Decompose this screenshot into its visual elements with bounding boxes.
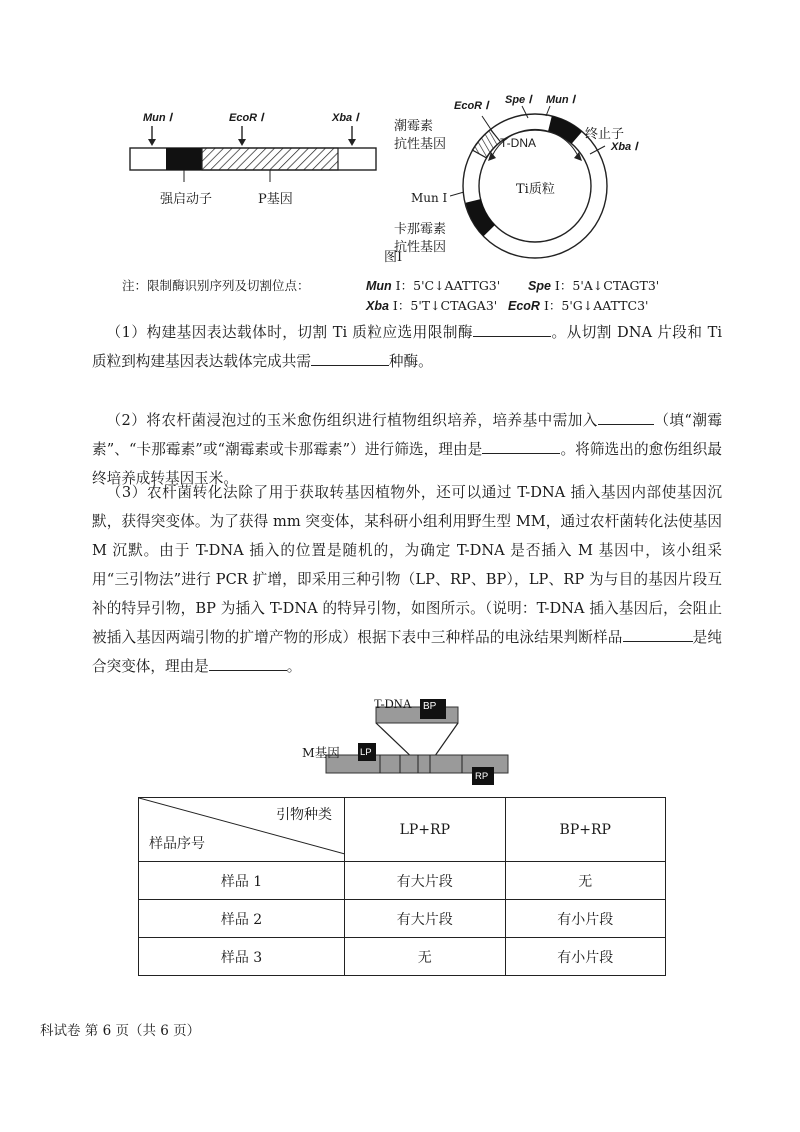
- column-header: BP+RP: [505, 798, 665, 862]
- header-primer-type: 引物种类: [276, 807, 333, 823]
- note-ecor-name: EcoR: [508, 299, 540, 313]
- results-table: [138, 797, 666, 976]
- figure-1-caption: 图Ⅰ: [384, 250, 403, 265]
- mun-label-plasmid-top: Mun Ⅰ: [546, 94, 575, 106]
- q3-text-a: （3）农杆菌转化法除了用于获取转基因植物外，还可以通过 T-DNA 插入基因内部使基因沉默，获得突变体。为了获得 mm 突变体，某科研小组利用野生型 MM，通过农杆菌转化法使基因 M 沉默。由于 T-DNA 插入的位置是随机的，为确定 T-DNA 是否插入 M 基因中，该小组采用“三引物法”进行 PCR 扩增，即采用三种引物（LP、RP、BP），LP、RP 为与目的基因片段互补的特异引物，BP 为插入 T-DNA 的特异引物，如图所示。（说明：T-DNA 插入基因后，会阻止被插入基因两端引物的扩增产物的形成）根据下表中三种样品的电泳结果判断样品: [92, 484, 722, 646]
- mun-label-plasmid-left: Mun Ⅰ: [411, 191, 448, 205]
- xba-arrow-icon: [348, 126, 356, 146]
- table-row: [139, 900, 666, 938]
- terminator-label: 终止子: [585, 127, 625, 142]
- promoter-block: [166, 148, 202, 170]
- linear-fragment-diagram: [120, 124, 390, 184]
- page-footer: 科试卷 第 6 页（共 6 页）: [40, 1023, 201, 1039]
- hyg-label-1: 潮霉素: [394, 119, 434, 134]
- xba-label-linear: Xba Ⅰ: [332, 112, 359, 124]
- kan-label-2: 抗性基因: [394, 240, 447, 255]
- header-sample-no: 样品序号: [149, 836, 205, 852]
- note-spe-name: Spe: [528, 279, 551, 293]
- q3-blank-2[interactable]: [209, 655, 287, 671]
- ecor-label-plasmid: EcoR Ⅰ: [454, 100, 489, 112]
- m-gene-label: M基因: [302, 745, 340, 760]
- bp-label: BP: [423, 701, 437, 712]
- p-gene-label: P基因: [258, 192, 293, 207]
- lp-label: LP: [360, 747, 372, 758]
- q1-blank-1[interactable]: [473, 321, 551, 337]
- lp-rp-cell: 有大片段: [345, 900, 505, 938]
- spe-label-plasmid: Spe Ⅰ: [505, 94, 532, 106]
- bp-rp-cell: 有小片段: [505, 900, 665, 938]
- note-spe-seq: Ⅰ：5'A↓CTAGT3': [554, 278, 660, 293]
- q2-blank-2[interactable]: [482, 438, 560, 454]
- q3-blank-1[interactable]: [623, 626, 693, 642]
- question-3: [92, 478, 722, 681]
- note-mun-seq: Ⅰ：5'C↓AATTG3': [395, 278, 501, 293]
- xba-label-plasmid: Xba Ⅰ: [611, 141, 638, 153]
- sample-cell: 样品 2: [139, 900, 345, 938]
- q1-blank-2[interactable]: [311, 350, 389, 366]
- table-row: [139, 938, 666, 976]
- ecor-label-linear: EcoR Ⅰ: [229, 112, 264, 124]
- hygromycin-gene-block: [472, 130, 500, 158]
- promoter-label: 强启动子: [160, 192, 213, 207]
- hyg-label-2: 抗性基因: [394, 137, 447, 152]
- bp-rp-cell: 有小片段: [505, 938, 665, 976]
- q3-text-b: 是纯合突变体，理由是: [92, 629, 722, 675]
- ti-plasmid-label: Ti质粒: [516, 182, 555, 197]
- bp-rp-cell: 无: [505, 862, 665, 900]
- sample-cell: 样品 1: [139, 862, 345, 900]
- table-corner-cell: [139, 798, 345, 862]
- note-xba-name: Xba: [366, 299, 389, 313]
- lp-rp-cell: 有大片段: [345, 862, 505, 900]
- mun-label-linear: Mun Ⅰ: [143, 112, 172, 124]
- lp-rp-cell: 无: [345, 938, 505, 976]
- sample-cell: 样品 3: [139, 938, 345, 976]
- question-1: [92, 318, 722, 376]
- note-ecor-seq: Ⅰ：5'G↓AATTC3': [543, 298, 649, 313]
- q1-text-a: （1）构建基因表达载体时，切割 Ti 质粒应选用限制酶: [106, 324, 474, 341]
- q1-text-c: 种酶。: [388, 353, 433, 370]
- tdna-label-fig2: T-DNA: [374, 697, 412, 711]
- q3-text-c: 。: [286, 658, 302, 675]
- note-mun-name: Mun: [366, 279, 392, 293]
- table-row: [139, 862, 666, 900]
- note-prefix: 注：限制酶识别序列及切割位点：: [122, 278, 310, 293]
- note-xba-seq: Ⅰ：5'T↓CTAGA3': [392, 298, 498, 313]
- rp-label: RP: [475, 771, 489, 782]
- mun-arrow-icon: [148, 126, 156, 146]
- q2-text-c: 。将筛选出的愈伤组织最终培养成转基因玉米。: [92, 441, 722, 487]
- tdna-label: T-DNA: [500, 136, 536, 150]
- p-gene-block: [202, 148, 338, 170]
- q2-blank-1[interactable]: [598, 409, 654, 425]
- q1-text-b: 。从切割 DNA 片段和 Ti 质粒到构建基因表达载体完成共需: [92, 324, 723, 370]
- column-header: LP+RP: [345, 798, 505, 862]
- ecor-arrow-icon: [238, 126, 246, 146]
- q2-text-a: （2）将农杆菌浸泡过的玉米愈伤组织进行植物组织培养，培养基中需加入: [106, 412, 598, 429]
- q2-text-b: （填“潮霉素”、“卡那霉素”或“潮霉素或卡那霉素”）进行筛选，理由是: [92, 412, 722, 458]
- kan-label-1: 卡那霉素: [394, 222, 447, 237]
